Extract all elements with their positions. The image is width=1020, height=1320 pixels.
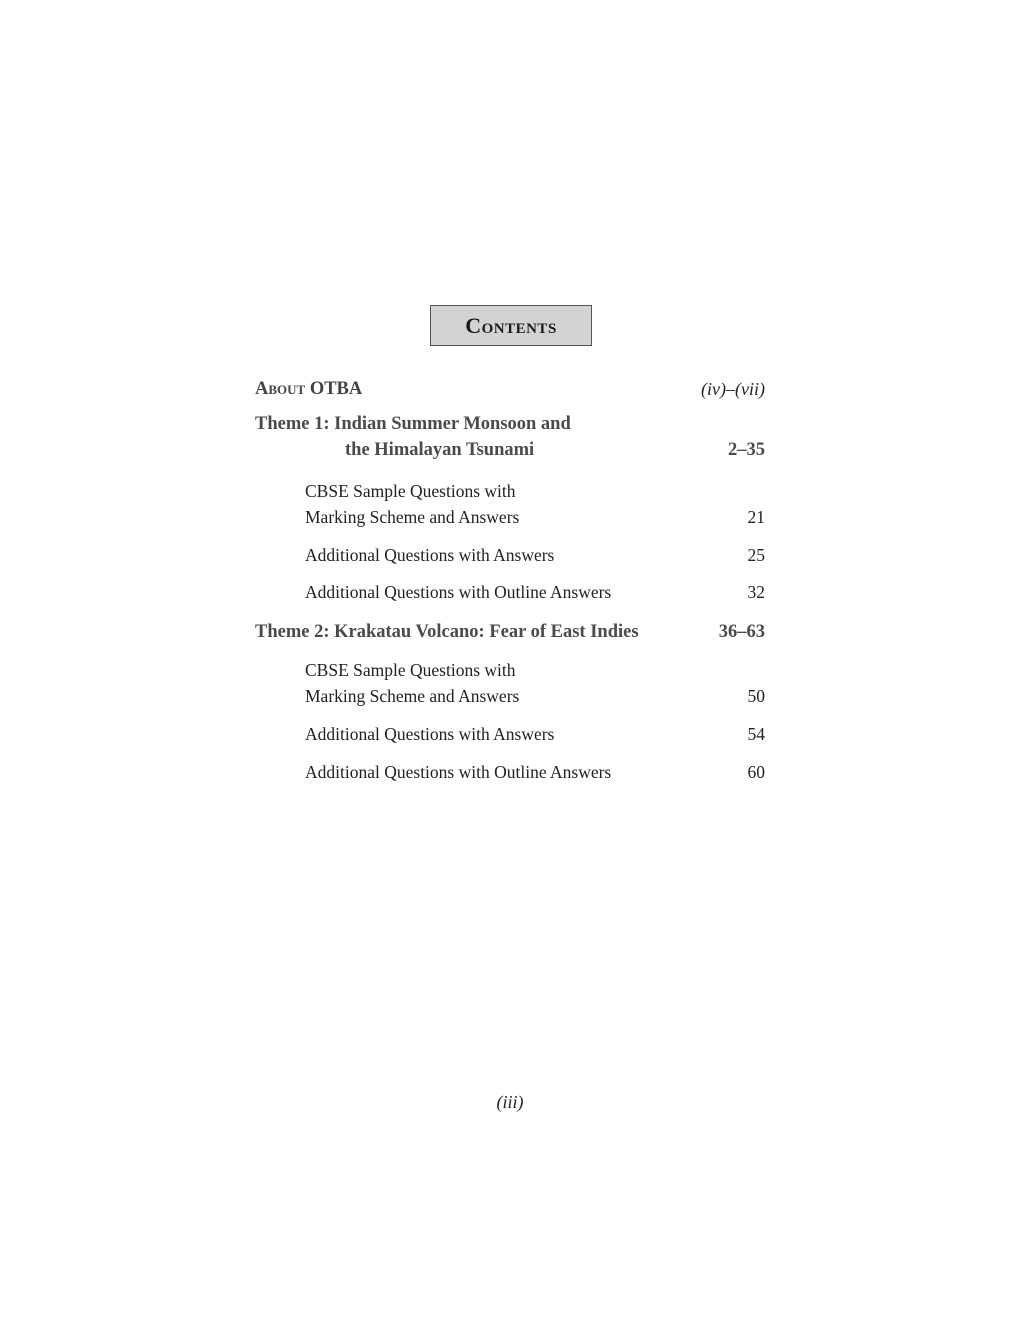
toc-theme-title: Theme 2: Krakatau Volcano: Fear of East Indies xyxy=(255,622,639,642)
toc-subentry xyxy=(305,721,765,747)
toc-subentry-label: Additional Questions with Outline Answers xyxy=(305,762,612,782)
toc-theme-pages: 2–35 xyxy=(728,440,765,460)
toc-subentry-line2: Marking Scheme and Answers xyxy=(305,686,520,706)
toc-subentry xyxy=(305,579,765,605)
toc-subentry-line1: CBSE Sample Questions with xyxy=(305,660,516,680)
toc-theme-title-line1: Theme 1: Indian Summer Monsoon and xyxy=(255,414,571,434)
toc-subentry-page: 21 xyxy=(747,507,765,527)
toc-subentry xyxy=(305,542,765,568)
toc-subentry-line1: CBSE Sample Questions with xyxy=(305,481,516,501)
toc-entry-label: About OTBA xyxy=(255,379,363,399)
toc-subentry-page: 25 xyxy=(747,545,765,565)
toc-theme-2 xyxy=(255,619,765,645)
toc-subentry-label xyxy=(305,478,519,530)
toc-subentry xyxy=(305,657,765,709)
toc-entry-pages: (iv)–(vii) xyxy=(701,379,765,399)
toc-subentry-line2: Marking Scheme and Answers xyxy=(305,507,520,527)
toc-theme-pages: 36–63 xyxy=(718,622,765,642)
toc-subentry-label: Additional Questions with Outline Answers xyxy=(305,582,612,602)
toc-theme-title xyxy=(255,411,571,463)
contents-title: Contents xyxy=(430,305,592,346)
toc-subentry xyxy=(305,759,765,785)
toc-subentry-page: 32 xyxy=(747,582,765,602)
page-number: (iii) xyxy=(496,1092,524,1112)
toc-theme-1 xyxy=(255,411,765,463)
toc-theme-title-line2: the Himalayan Tsunami xyxy=(345,440,535,460)
toc-entry-about xyxy=(255,376,765,402)
toc-subentry-label xyxy=(305,657,519,709)
toc-subentry-page: 60 xyxy=(747,762,765,782)
toc-subentry-label: Additional Questions with Answers xyxy=(305,545,555,565)
toc-subentry-page: 50 xyxy=(747,686,765,706)
toc-subentry-page: 54 xyxy=(747,724,765,744)
toc-subentry-label: Additional Questions with Answers xyxy=(305,724,555,744)
toc-subentry xyxy=(305,478,765,530)
